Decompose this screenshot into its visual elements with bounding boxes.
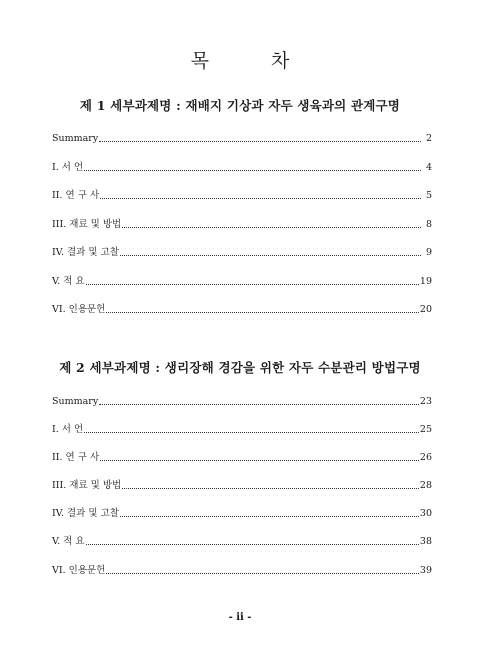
toc-entry-materials-methods[interactable] (52, 477, 432, 491)
toc-entry-page: 23 (419, 396, 432, 407)
dot-leader (100, 197, 421, 199)
toc-entry-research-history[interactable] (52, 187, 432, 201)
dot-leader (84, 169, 421, 171)
toc-entry-label: III. 재료 및 방법 (52, 219, 122, 230)
toc-entry-page: 4 (425, 162, 432, 173)
toc-entry-page: 19 (419, 276, 432, 287)
dot-leader (106, 311, 419, 313)
toc-entry-page: 30 (419, 508, 432, 519)
toc-entry-page: 8 (425, 219, 432, 230)
toc-entry-page: 38 (419, 536, 432, 547)
toc-entry-label: V. 적 요 (52, 536, 85, 547)
toc-entry-references[interactable] (52, 562, 432, 576)
toc-entry-references[interactable] (52, 301, 432, 315)
toc-entry-summary-ko[interactable] (52, 273, 432, 287)
toc-entry-label: III. 재료 및 방법 (52, 480, 122, 491)
toc-entry-page: 2 (425, 133, 432, 144)
toc-entry-label: Summary (52, 133, 99, 144)
section-1-heading: 제 1 세부과제명 : 재배지 기상과 자두 생육과의 관계구명 (79, 98, 401, 113)
toc-entry-label: I. 서 언 (52, 424, 84, 435)
toc-entry-page: 9 (425, 247, 432, 258)
toc-entry-label: V. 적 요 (52, 276, 85, 287)
toc-entry-page: 39 (419, 565, 432, 576)
toc-entry-label: IV. 결과 및 고찰 (52, 508, 119, 519)
toc-entry-page: 26 (419, 452, 432, 463)
toc-entry-materials-methods[interactable] (52, 216, 432, 230)
toc-entry-label: Summary (52, 396, 99, 407)
toc-entry-page: 25 (419, 424, 432, 435)
dot-leader (122, 487, 419, 489)
toc-entry-label: I. 서 언 (52, 162, 84, 173)
toc-entry-page: 5 (425, 190, 432, 201)
toc-entry-label: VI. 인용문헌 (52, 565, 106, 576)
toc-entry-label: II. 연 구 사 (52, 452, 100, 463)
page-title: 목 차 (190, 50, 318, 72)
dot-leader (100, 459, 419, 461)
dot-leader (86, 283, 419, 285)
toc-entry-summary[interactable] (52, 393, 432, 407)
toc-entry-page: 28 (419, 480, 432, 491)
toc-entry-summary[interactable] (52, 130, 432, 144)
dot-leader (99, 403, 419, 405)
toc-entry-results-discussion[interactable] (52, 244, 432, 258)
toc-entry-results-discussion[interactable] (52, 505, 432, 519)
dot-leader (99, 140, 421, 142)
section-2-heading: 제 2 세부과제명 : 생리장해 경감을 위한 자두 수분관리 방법구명 (59, 360, 421, 375)
page-number-footer: - ii - (228, 612, 252, 623)
toc-entry-research-history[interactable] (52, 449, 432, 463)
toc-entry-label: VI. 인용문헌 (52, 304, 106, 315)
toc-entry-introduction[interactable] (52, 421, 432, 435)
toc-entry-label: II. 연 구 사 (52, 190, 100, 201)
dot-leader (86, 543, 419, 545)
dot-leader (122, 226, 421, 228)
dot-leader (120, 254, 421, 256)
dot-leader (106, 572, 419, 574)
dot-leader (84, 431, 419, 433)
toc-entry-page: 20 (419, 304, 432, 315)
dot-leader (120, 515, 419, 517)
toc-entry-label: IV. 결과 및 고찰 (52, 247, 119, 258)
toc-entry-summary-ko[interactable] (52, 533, 432, 547)
toc-entry-introduction[interactable] (52, 159, 432, 173)
